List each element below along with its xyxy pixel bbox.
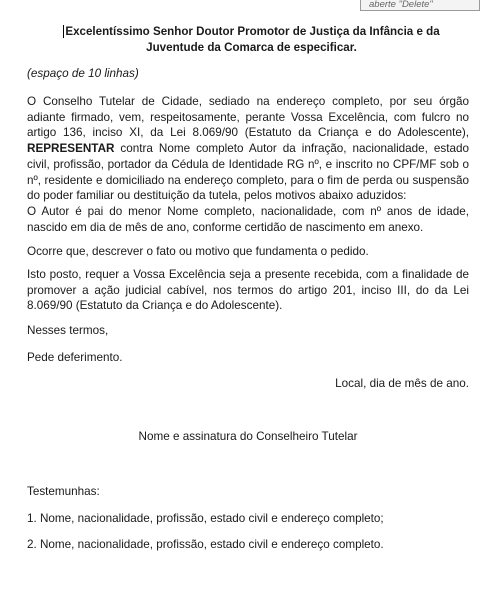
paragraph1-after: contra Nome completo Autor da infração, nacionalidade, estado civil, profissão, portador da Cédula de Identidade RG nº, e inscrito no CPF/MF sob o nº, residente e domiciliado na endereço completo, para o fim de perda ou suspensão do poder familiar ou destituição da tutela, pelos motivos abaixo aduzidos: (27, 142, 469, 203)
heading-text: Excelentíssimo Senhor Doutor Promotor de Justiça da Infância e da Juventude da Comarca de especificar. (65, 25, 440, 54)
paragraph-request: Isto posto, requer a Vossa Excelência seja a presente recebida, com a finalidade de promover a ação judicial cabível, nos termos do artigo 201, inciso III, do da Lei 8.069/90 (Estatuto da Criança e do Adolescente). (27, 268, 469, 313)
closing-text: Nesses termos, (27, 324, 109, 337)
paragraph-representation (27, 94, 469, 204)
paragraph1-emphasis: REPRESENTAR (27, 142, 115, 156)
paragraph-facts: Ocorre que, descrever o fato ou motivo que fundamenta o pedido. (27, 245, 369, 258)
signature-line: Nome e assinatura do Conselheiro Tutelar (138, 430, 358, 443)
witness-item-2: 2. Nome, nacionalidade, profissão, estado civil e endereço completo. (27, 538, 384, 551)
document-heading (34, 24, 469, 55)
paragraph-author: O Autor é pai do menor Nome completo, nacionalidade, com nº anos de idade, nascido em dia de mês de ano, conforme certidão de nascimento em anexo. (27, 205, 469, 234)
witness-item-1: 1. Nome, nacionalidade, profissão, estado civil e endereço completo; (27, 512, 384, 525)
paragraph1-before: O Conselho Tutelar de Cidade, sediado na endereço completo, por seu órgão adiante firmado, vem, respeitosamente, perante Vossa Excelência, com fulcro no artigo 136, inciso XI, da Lei 8.069/90 (Estatuto da Criança e do Adolescente), (27, 95, 469, 140)
delete-tooltip: aberte "Delete" (360, 0, 480, 11)
witnesses-label: Testemunhas: (27, 485, 100, 498)
place-date: Local, dia de mês de ano. (335, 377, 469, 390)
spacing-note: (espaço de 10 linhas) (27, 67, 139, 80)
request-text: Pede deferimento. (27, 351, 123, 364)
